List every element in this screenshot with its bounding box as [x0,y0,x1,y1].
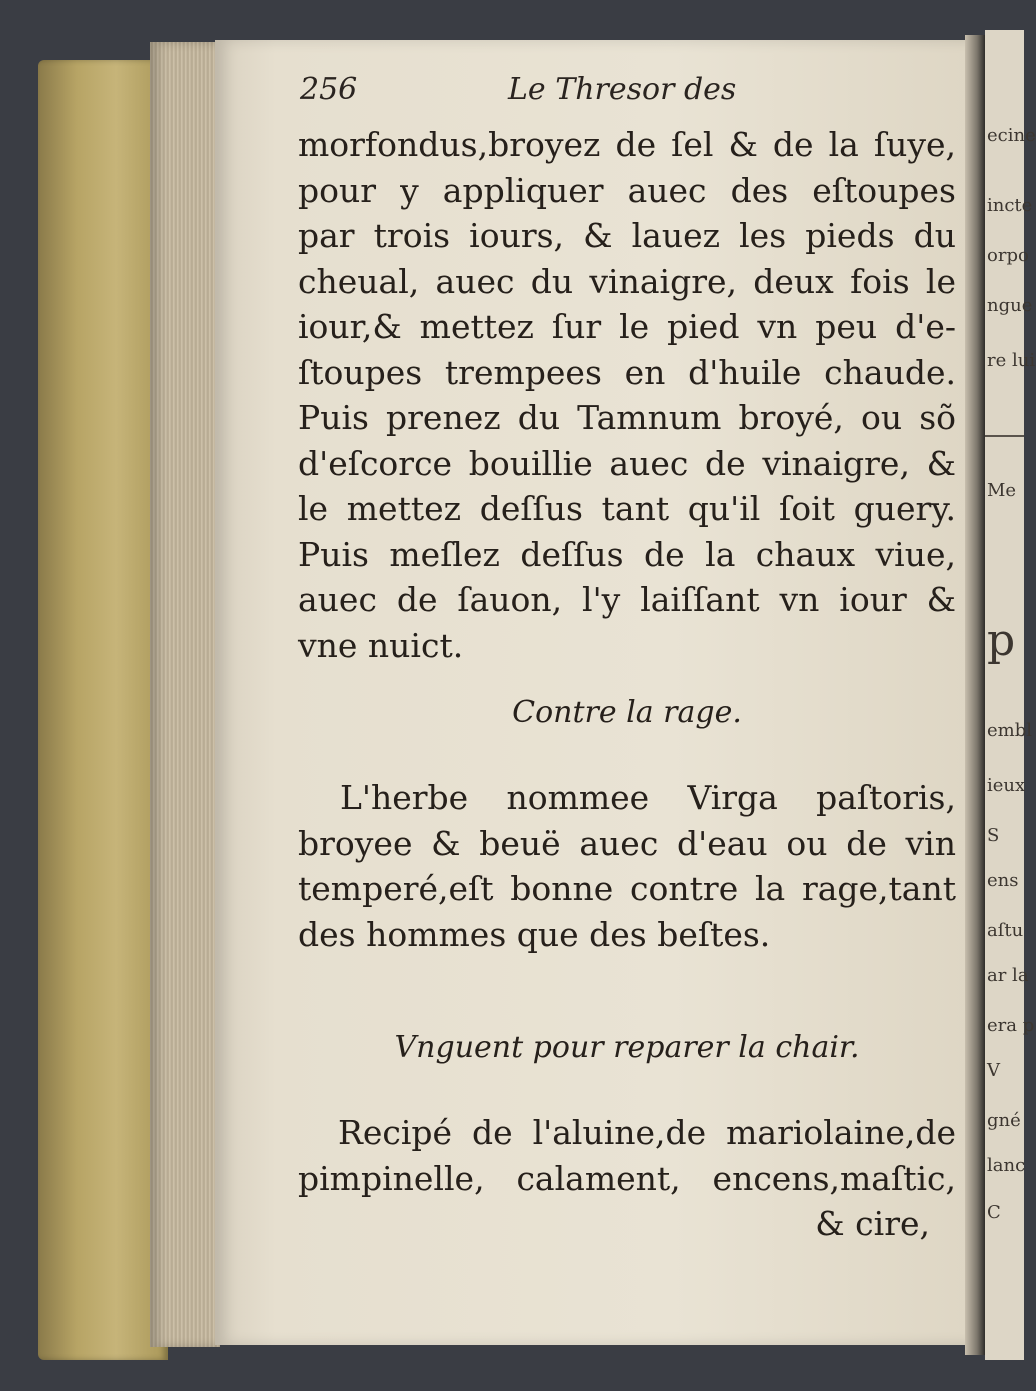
text-line: ſtoupes trempees en d'huile chaude. [298,352,956,392]
text-line: vne nuict. [298,625,464,665]
section-heading: Vnguent pour reparer la chair. [394,1030,860,1065]
facing-fragment: incte [987,195,1033,216]
text-line: d'eſcorce bouillie auec de vinaigre, & [298,443,956,483]
facing-fragment: ar la [987,965,1029,986]
facing-rule [985,435,1024,437]
facing-fragment: C [987,1202,1001,1223]
facing-fragment: ecine [987,125,1036,146]
text-line: pimpinelle, calament, encens,maſtic, [298,1158,956,1198]
text-line: iour,& mettez ſur le pied vn peu d'e- [298,307,956,346]
paragraph-rage [298,775,956,957]
paragraph-unguent [298,1110,956,1201]
running-head: Le Thresor des [508,72,737,107]
section-heading: Contre la rage. [512,695,742,730]
page-edges [150,42,220,1347]
facing-fragment: ngue [987,295,1033,316]
facing-fragment: gné [987,1110,1021,1131]
text-line: des hommes que des beſtes. [298,914,771,954]
book-cover [38,60,168,1360]
facing-fragment: ieux [987,775,1026,796]
page-number: 256 [300,72,358,107]
text-line: L'herbe nommee Virga paſtoris, [340,778,956,817]
facing-page [985,30,1036,1360]
text-line: broyee & beuë auec d'eau ou de vin [298,823,956,863]
facing-fragment: S [987,825,1000,846]
facing-fragment: Me [987,480,1017,501]
text-line: Puis meſlez deſſus de la chaux viue, [298,534,956,574]
facing-fragment: V [987,1060,1000,1081]
text-line: pour y appliquer auec des eſtoupes [298,170,956,210]
facing-fragment: era p [987,1015,1035,1036]
text-line: par trois iours, & lauez les pieds du [298,216,956,255]
book-gutter [965,35,985,1355]
facing-fragment: re lui [987,350,1036,371]
facing-fragment: lanc [987,1155,1026,1176]
text-line: morfondus,broyez de ſel & de la ſuye, [298,125,956,164]
paragraph-remedy [298,122,956,668]
text-line: Puis prenez du Tamnum broyé, ou sõ [298,398,956,437]
facing-fragment: ens [987,870,1019,891]
text-line: auec de ſauon, l'y laiſſant vn iour & [298,580,956,619]
facing-fragment: p [987,615,1016,666]
facing-fragment: orpo [987,245,1029,266]
facing-fragment: aſtu [987,920,1024,941]
text-line: le mettez deſſus tant qu'il ſoit guery. [298,489,956,528]
text-line: temperé,eſt bonne contre la rage,tant [298,869,956,908]
catchword-line: & cire, [815,1204,930,1243]
facing-fragment: embl [987,720,1032,741]
text-line: cheual, auec du vinaigre, deux fois le [298,261,956,301]
text-line: Recipé de l'aluine,de mariolaine,de [338,1113,956,1152]
